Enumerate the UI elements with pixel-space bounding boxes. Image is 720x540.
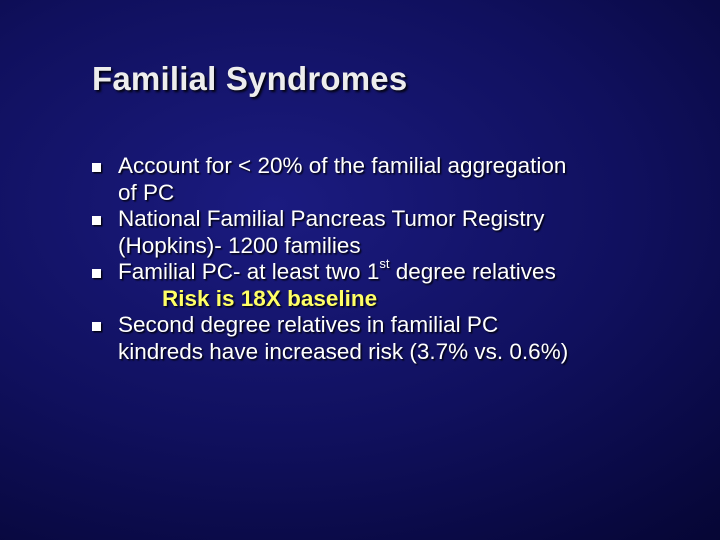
bullet-item (92, 312, 702, 365)
square-bullet-icon (92, 269, 101, 278)
ordinal-superscript: st (379, 255, 390, 271)
bullet-text-line: of PC (118, 179, 175, 205)
bullet-text-line: kindreds have increased risk (3.7% vs. 0.6%) (118, 338, 569, 364)
slide-title: Familial Syndromes (92, 60, 408, 97)
square-bullet-icon (92, 216, 101, 225)
bullet-item (92, 153, 702, 206)
highlighted-risk-text: Risk is 18X baseline (162, 285, 378, 311)
bullet-text-line: (Hopkins)- 1200 families (118, 232, 361, 258)
bullet-text-part: degree relatives (389, 259, 556, 284)
square-bullet-icon (92, 322, 101, 331)
bullet-text-line: National Familial Pancreas Tumor Registry (118, 206, 545, 231)
bullet-item (92, 255, 702, 312)
bullet-item (92, 206, 702, 259)
square-bullet-icon (92, 163, 101, 172)
bullet-text-part: Familial PC- at least two 1 (118, 259, 380, 284)
bullet-text-line (118, 255, 702, 286)
bullet-list (92, 153, 702, 365)
bullet-text-line: Account for < 20% of the familial aggregation (118, 153, 567, 178)
bullet-text-line: Second degree relatives in familial PC (118, 312, 499, 337)
